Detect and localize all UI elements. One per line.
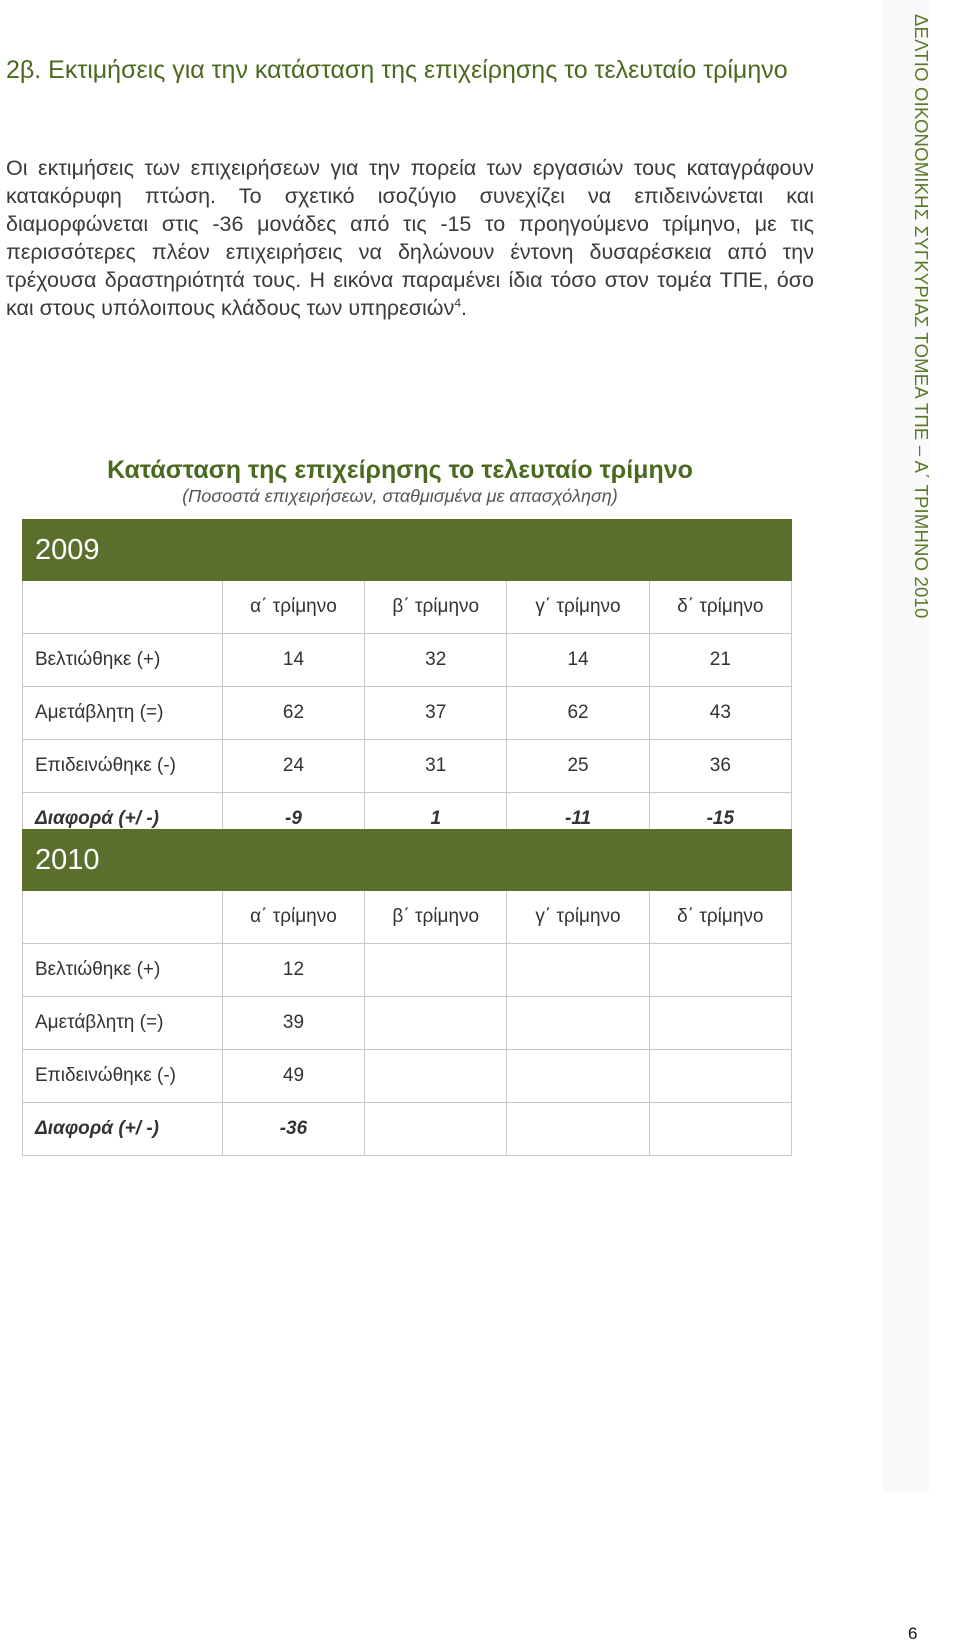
table-cell (649, 944, 791, 997)
section-heading: 2β. Εκτιμήσεις για την κατάσταση της επιχείρησης το τελευταίο τρίμηνο (6, 56, 788, 84)
table-2010 (22, 829, 792, 1156)
table-row (23, 740, 792, 793)
diff-cell: -36 (222, 1103, 364, 1156)
table-cell: 25 (507, 740, 649, 793)
diff-cell: -9 (222, 793, 364, 846)
table-cell: 62 (222, 687, 364, 740)
diff-cell: 1 (365, 793, 507, 846)
table-subtitle: (Ποσοστά επιχειρήσεων, σταθμισμένα με απασχόληση) (182, 486, 618, 506)
table-cell: 49 (222, 1050, 364, 1103)
table-cell (507, 944, 649, 997)
column-header-row (23, 581, 792, 634)
table-cell: 31 (365, 740, 507, 793)
table-row (23, 997, 792, 1050)
row-label: Βελτιώθηκε (+) (23, 634, 223, 687)
table-cell (649, 1050, 791, 1103)
column-header-row (23, 891, 792, 944)
column-header: α΄ τρίμηνο (222, 581, 364, 634)
header-blank-cell (23, 891, 223, 944)
table-cell (365, 1050, 507, 1103)
table-title: Κατάσταση της επιχείρησης το τελευταίο τρίμηνο (107, 456, 693, 484)
table-cell: 32 (365, 634, 507, 687)
table-cell: 62 (507, 687, 649, 740)
table-cell: 14 (222, 634, 364, 687)
table-cell: 12 (222, 944, 364, 997)
body-paragraph (6, 154, 814, 322)
header-blank-cell (23, 581, 223, 634)
paragraph-end: . (461, 296, 467, 320)
diff-cell: -15 (649, 793, 791, 846)
row-label: Αμετάβλητη (=) (23, 687, 223, 740)
paragraph-text: Οι εκτιμήσεις των επιχειρήσεων για την πορεία των εργασιών τους καταγράφουν κατακόρυφη πτώση. Το σχετικό ισοζύγιο συνεχίζει να επιδεινώνεται και διαμορφώνεται στις -36 μονάδες από τις -15 το προηγούμενο τρίμηνο, με τις περισσότερες πλέον επιχειρήσεις να δηλώνουν έντονη δυσαρέσκεια από την τρέχουσα δραστηριότητά τους. Η εικόνα παραμένει ίδια τόσο στον τομέα ΤΠΕ, όσο και στους υπόλοιπους κλάδους των υπηρεσιών (6, 156, 814, 320)
table-cell: 14 (507, 634, 649, 687)
table-cell (649, 997, 791, 1050)
diff-cell (649, 1103, 791, 1156)
diff-cell: -11 (507, 793, 649, 846)
diff-label: Διαφορά (+/ -) (23, 793, 223, 846)
table-cell (507, 997, 649, 1050)
year-label: 2009 (23, 520, 792, 581)
row-label: Αμετάβλητη (=) (23, 997, 223, 1050)
table-row (23, 687, 792, 740)
table-cell: 36 (649, 740, 791, 793)
row-label: Βελτιώθηκε (+) (23, 944, 223, 997)
table-cell: 21 (649, 634, 791, 687)
column-header: β΄ τρίμηνο (365, 581, 507, 634)
sidebar-title: ΔΕΛΤΙΟ ΟΙΚΟΝΟΜΙΚΗΣ ΣΥΓΚΥΡΙΑΣ ΤΟΜΕΑ ΤΠΕ – Α΄ ΤΡΙΜΗΝΟ 2010 (911, 14, 932, 619)
table-row (23, 1050, 792, 1103)
table-row (23, 944, 792, 997)
column-header: δ΄ τρίμηνο (649, 891, 791, 944)
table-cell (507, 1050, 649, 1103)
table-cell: 39 (222, 997, 364, 1050)
diff-row (23, 1103, 792, 1156)
year-row (23, 520, 792, 581)
table-2009 (22, 519, 792, 846)
table-cell: 43 (649, 687, 791, 740)
table-cell: 37 (365, 687, 507, 740)
diff-cell (507, 1103, 649, 1156)
column-header: α΄ τρίμηνο (222, 891, 364, 944)
diff-label: Διαφορά (+/ -) (23, 1103, 223, 1156)
row-label: Επιδεινώθηκε (-) (23, 740, 223, 793)
table-row (23, 634, 792, 687)
year-label: 2010 (23, 830, 792, 891)
diff-cell (365, 1103, 507, 1156)
footnote-mark: 4 (454, 295, 462, 310)
column-header: β΄ τρίμηνο (365, 891, 507, 944)
table-cell (365, 944, 507, 997)
page-number: 6 (908, 1624, 918, 1643)
row-label: Επιδεινώθηκε (-) (23, 1050, 223, 1103)
column-header: γ΄ τρίμηνο (507, 891, 649, 944)
table-cell (365, 997, 507, 1050)
table-cell: 24 (222, 740, 364, 793)
year-row (23, 830, 792, 891)
column-header: δ΄ τρίμηνο (649, 581, 791, 634)
column-header: γ΄ τρίμηνο (507, 581, 649, 634)
